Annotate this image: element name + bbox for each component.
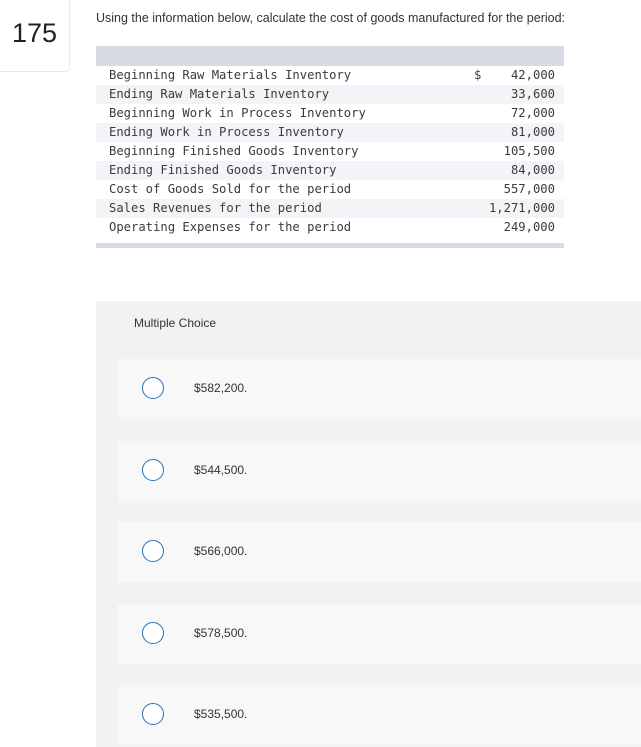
row-value: 84,000 — [510, 163, 555, 177]
table-row — [96, 142, 564, 161]
table-row — [96, 199, 564, 218]
choice-label: $544,500. — [194, 463, 248, 477]
choice-label: $566,000. — [194, 544, 248, 558]
table-row — [96, 66, 564, 85]
question-number-box — [0, 0, 70, 72]
row-label: Operating Expenses for the period — [109, 220, 352, 234]
radio-button[interactable] — [142, 459, 164, 481]
table-row — [96, 123, 564, 142]
radio-button[interactable] — [142, 540, 164, 562]
table-row — [96, 85, 564, 104]
row-value: 557,000 — [503, 182, 555, 196]
row-label: Ending Finished Goods Inventory — [109, 163, 337, 177]
row-label: Beginning Raw Materials Inventory — [109, 68, 352, 82]
choice-label: $582,200. — [194, 381, 248, 395]
row-value: 105,500 — [503, 144, 555, 158]
question-prompt: Using the information below, calculate the cost of goods manufactured for the period: — [96, 11, 566, 25]
table-row — [96, 161, 564, 180]
table-body — [96, 66, 564, 237]
choice-label: $535,500. — [194, 707, 248, 721]
table-footer-bar — [96, 243, 564, 248]
multiple-choice-panel — [96, 301, 641, 747]
row-label: Beginning Finished Goods Inventory — [109, 144, 359, 158]
row-value: 72,000 — [510, 106, 555, 120]
choice-option-5[interactable] — [118, 685, 641, 745]
data-table — [96, 46, 564, 248]
row-value: 33,600 — [510, 87, 555, 101]
choice-option-2[interactable] — [118, 441, 641, 501]
row-label: Cost of Goods Sold for the period — [109, 182, 352, 196]
radio-button[interactable] — [142, 622, 164, 644]
choice-option-1[interactable] — [118, 359, 641, 419]
multiple-choice-title: Multiple Choice — [134, 316, 217, 330]
row-value: 81,000 — [510, 125, 555, 139]
choice-label: $578,500. — [194, 626, 248, 640]
row-label: Sales Revenues for the period — [109, 201, 322, 215]
table-row — [96, 218, 564, 237]
radio-button[interactable] — [142, 703, 164, 725]
row-value: 249,000 — [503, 220, 555, 234]
radio-button[interactable] — [142, 377, 164, 399]
row-value: 1,271,000 — [488, 201, 555, 215]
table-row — [96, 104, 564, 123]
row-currency: $ — [474, 68, 482, 82]
table-row — [96, 180, 564, 199]
row-value: 42,000 — [510, 68, 555, 82]
row-label: Ending Raw Materials Inventory — [109, 87, 330, 101]
choice-option-4[interactable] — [118, 604, 641, 664]
row-label: Beginning Work in Process Inventory — [109, 106, 366, 120]
row-label: Ending Work in Process Inventory — [109, 125, 344, 139]
question-number: 175 — [12, 18, 58, 48]
table-header-bar — [96, 46, 564, 66]
choice-option-3[interactable] — [118, 522, 641, 582]
